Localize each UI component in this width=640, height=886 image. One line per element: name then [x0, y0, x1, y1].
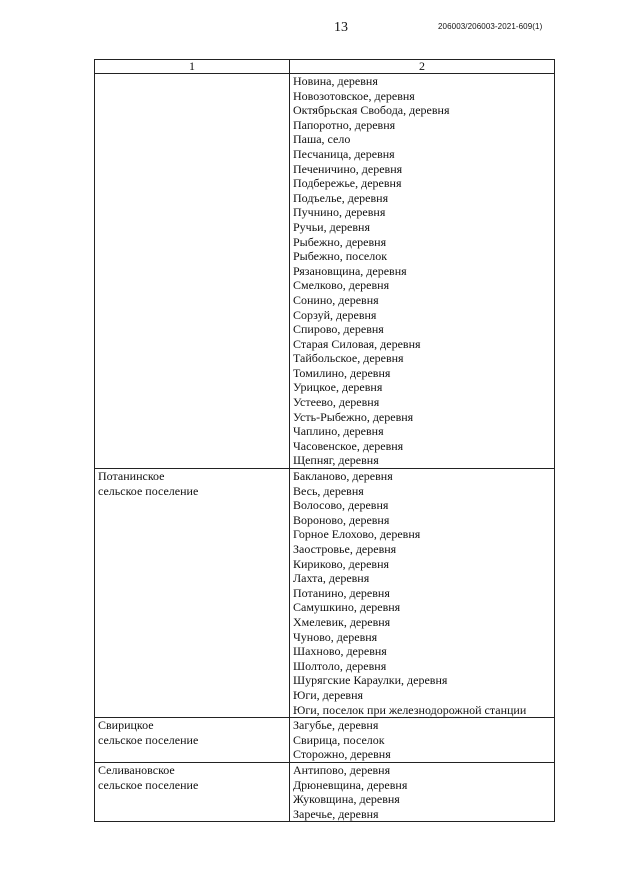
settlement-item: Октябрьская Свобода, деревня	[293, 103, 450, 118]
settlement-item: Горное Елохово, деревня	[293, 527, 421, 542]
region-name-line: сельское поселение	[98, 483, 199, 498]
settlement-item: Свирица, поселок	[293, 732, 385, 747]
settlement-item: Новозотовское, деревня	[293, 88, 415, 103]
settlement-item: Подбережье, деревня	[293, 176, 402, 191]
settlement-item: Паша, село	[293, 132, 351, 147]
region-cell	[95, 74, 290, 469]
settlement-item: Шолтоло, деревня	[293, 658, 387, 673]
settlement-item: Чаплино, деревня	[293, 424, 384, 439]
region-cell	[95, 762, 290, 821]
settlement-item: Рязановщина, деревня	[293, 263, 407, 278]
settlement-item: Сорзуй, деревня	[293, 307, 377, 322]
settlement-item: Сонино, деревня	[293, 292, 379, 307]
settlement-item: Печеничино, деревня	[293, 161, 403, 176]
document-code: 206003/206003-2021-609(1)	[438, 22, 543, 31]
settlement-item: Лахта, деревня	[293, 571, 370, 586]
settlements-cell	[290, 762, 555, 821]
region-cell	[95, 469, 290, 718]
page-number: 13	[334, 20, 348, 35]
settlement-item: Юги, поселок при железнодорожной станции	[293, 702, 527, 717]
settlement-item: Усть-Рыбежно, деревня	[293, 409, 414, 424]
settlement-item: Заречье, деревня	[293, 806, 379, 821]
settlement-item: Смелково, деревня	[293, 278, 390, 293]
table-row	[95, 74, 555, 469]
settlement-item: Сторожно, деревня	[293, 747, 391, 762]
settlement-item: Пучнино, деревня	[293, 205, 386, 220]
settlement-item: Рыбежно, деревня	[293, 234, 387, 249]
settlement-item: Хмелевик, деревня	[293, 614, 391, 629]
settlement-item: Потанино, деревня	[293, 585, 390, 600]
column-header-2: 2	[290, 60, 555, 74]
settlement-item: Шурягские Караулки, деревня	[293, 673, 448, 688]
region-name-line: Селивановское	[98, 762, 175, 777]
column-header-1: 1	[95, 60, 290, 74]
settlement-item: Щепняг, деревня	[293, 453, 379, 468]
settlements-cell	[290, 74, 555, 469]
settlement-item: Волосово, деревня	[293, 498, 389, 513]
settlement-item: Подъелье, деревня	[293, 190, 389, 205]
region-cell	[95, 718, 290, 763]
settlement-item: Новина, деревня	[293, 74, 378, 88]
settlement-item: Урицкое, деревня	[293, 380, 383, 395]
settlement-item: Томилино, деревня	[293, 365, 391, 380]
settlement-item: Песчаница, деревня	[293, 146, 395, 161]
settlement-item: Заостровье, деревня	[293, 542, 397, 556]
settlements-cell	[290, 718, 555, 763]
settlements-cell	[290, 469, 555, 718]
header-row	[95, 60, 555, 74]
settlement-item: Жуковщина, деревня	[293, 792, 400, 807]
settlement-item: Дрюневщина, деревня	[293, 777, 408, 792]
settlement-item: Кириково, деревня	[293, 556, 390, 571]
settlement-item: Часовенское, деревня	[293, 438, 404, 453]
settlement-item: Спирово, деревня	[293, 322, 384, 337]
settlement-item: Антипово, деревня	[293, 762, 391, 777]
region-name-line: сельское поселение	[98, 732, 199, 747]
settlement-item: Чуново, деревня	[293, 629, 378, 644]
settlement-item: Папоротно, деревня	[293, 117, 396, 132]
settlements-table	[94, 59, 555, 822]
settlement-item: Бакланово, деревня	[293, 469, 393, 484]
table-row	[95, 762, 555, 821]
table-body	[95, 74, 555, 822]
settlement-item: Шахново, деревня	[293, 644, 387, 659]
settlement-item: Загубье, деревня	[293, 718, 379, 733]
region-name-line: Свирицкое	[98, 718, 154, 733]
settlement-item: Весь, деревня	[293, 483, 364, 498]
settlement-item: Самушкино, деревня	[293, 600, 401, 615]
settlement-item: Устеево, деревня	[293, 395, 380, 410]
table-row	[95, 469, 555, 718]
table-row	[95, 718, 555, 763]
settlement-item: Ручьи, деревня	[293, 219, 370, 234]
settlement-item: Старая Силовая, деревня	[293, 336, 421, 351]
settlement-item: Юги, деревня	[293, 687, 364, 702]
settlement-item: Вороново, деревня	[293, 512, 390, 527]
region-name-line: сельское поселение	[98, 777, 199, 792]
settlement-item: Рыбежно, поселок	[293, 249, 388, 264]
region-name-line: Потанинское	[98, 469, 165, 484]
settlement-item: Тайбольское, деревня	[293, 351, 404, 366]
